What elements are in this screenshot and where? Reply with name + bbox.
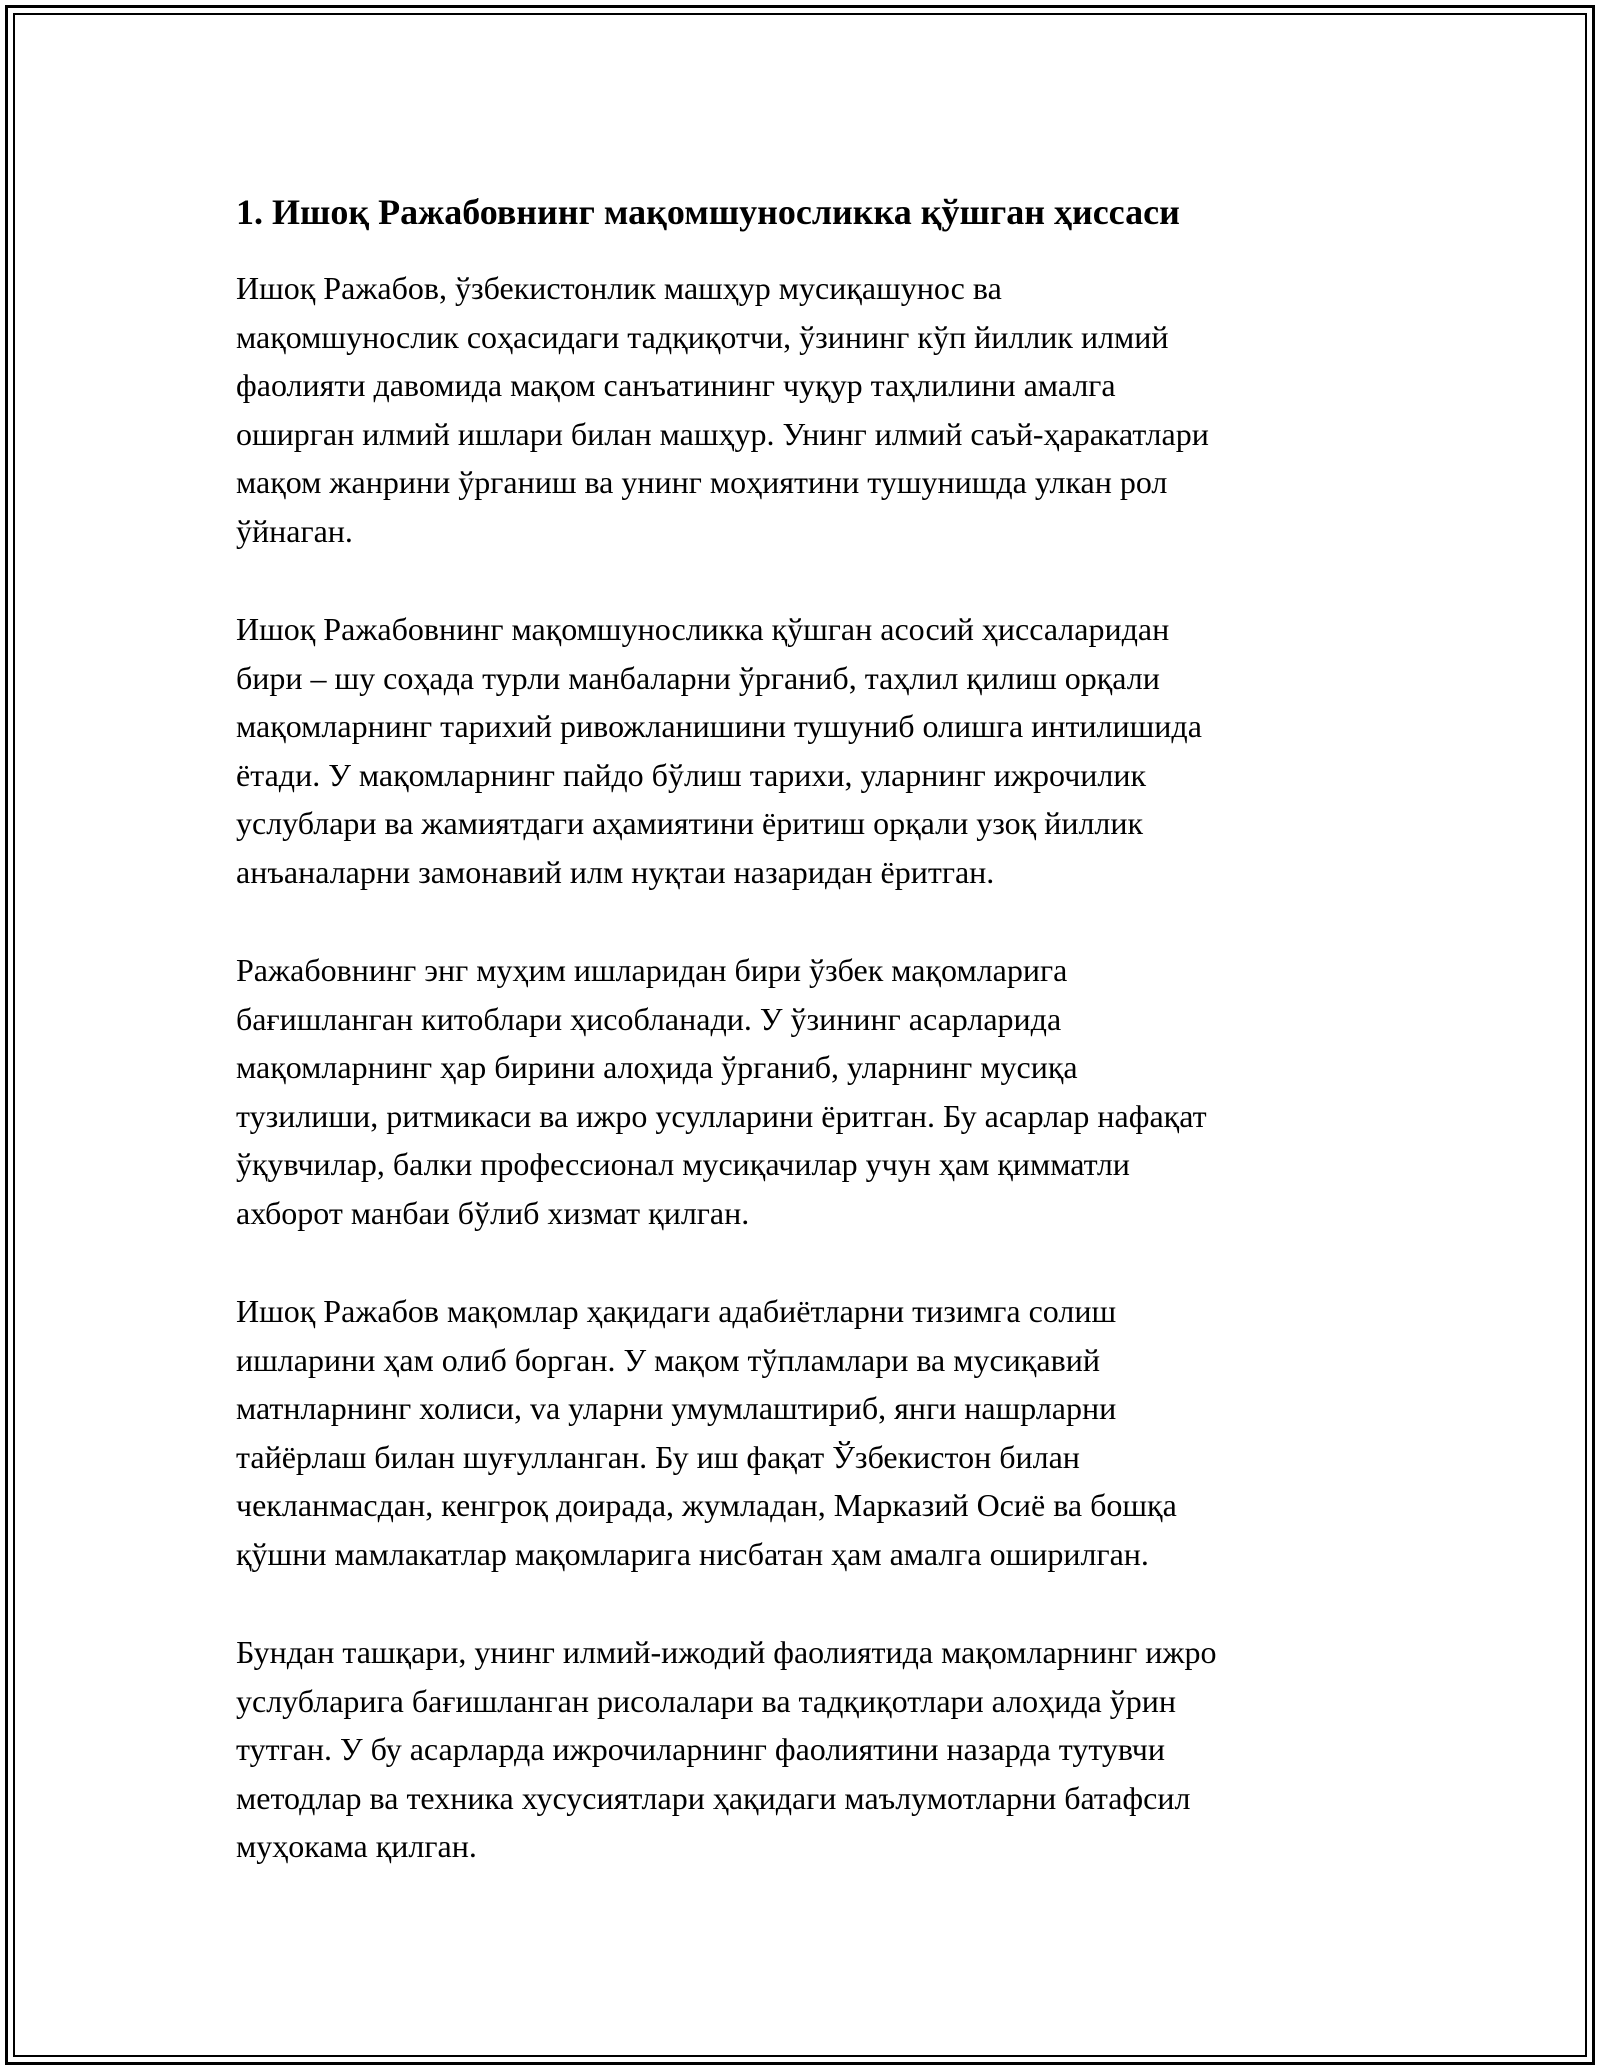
text-line: ахборот манбаи бўлиб хизмат қилган. [236, 1194, 750, 1231]
text-line: мақом жанрини ўрганиш ва унинг моҳиятини тушунишда улкан рол [236, 464, 1168, 500]
text-line: Ражабовнинг энг муҳим ишларидан бири ўзбек мақомларига [236, 952, 1068, 988]
text-line: тайёрлаш билан шуғулланган. Бу иш фақат Ўзбекистон билан [236, 1438, 1080, 1475]
paragraph-5 [236, 1628, 1376, 1871]
text-line: бири – шу соҳада турли манбаларни ўрганиб, таҳлил қилиш орқали [236, 659, 1160, 696]
text-line: ўйнаган. [236, 512, 353, 549]
text-line: ётади. У мақомларнинг пайдо бўлиш тарихи, уларнинг ижрочилик [236, 756, 1147, 793]
text-line: Ишоқ Ражабов мақомлар ҳақидаги адабиётларни тизимга солиш [236, 1293, 1117, 1329]
text-line: Бундан ташқари, унинг илмий-ижодий фаолиятида мақомларнинг ижро [236, 1634, 1217, 1670]
text-line: услубларига бағишланган рисолалари ва тадқиқотлари алоҳида ўрин [236, 1682, 1176, 1719]
text-line: анъаналарни замонавий илм нуқтаи назаридан ёритган. [236, 853, 995, 890]
paragraph-4 [236, 1287, 1376, 1578]
text-line: Ишоқ Ражабов, ўзбекистонлик машҳур мусиқашунос ва [236, 270, 1002, 306]
text-line: мақомларнинг ҳар бирини алоҳида ўрганиб, уларнинг мусиқа [236, 1049, 1078, 1085]
text-line: чекланмасдан, кенгроқ доирада, жумладан, Марказий Осиё ва бошқа [236, 1487, 1177, 1523]
text-line: Ишоқ Ражабовнинг мақомшуносликка қўшган асосий ҳиссаларидан [236, 611, 1170, 647]
text-line: ишларини ҳам олиб борган. У мақом тўпламлари ва мусиқавий [236, 1341, 1100, 1378]
text-line: ўқувчилар, балки профессионал мусиқачилар учун ҳам қимматли [236, 1146, 1130, 1182]
text-line: тутган. У бу асарларда ижрочиларнинг фаолиятини назарда тутувчи [236, 1731, 1165, 1767]
text-line: мақомшунослик соҳасидаги тадқиқотчи, ўзининг кўп йиллик илмий [236, 318, 1169, 355]
text-line: методлар ва техника хусусиятлари ҳақидаги маълумотларни батафсил [236, 1779, 1191, 1816]
text-line: бағишланган китоблари ҳисобланади. У ўзининг асарларида [236, 1000, 1062, 1037]
text-line: услублари ва жамиятдаги аҳамиятини ёритиш орқали узоқ йиллик [236, 805, 1144, 841]
document-body [236, 188, 1376, 1921]
text-line: фаолияти давомида мақом санъатининг чуқур таҳлилини амалга [236, 367, 1116, 403]
text-line: тузилиши, ритмикаси ва ижро усулларини ёритган. Бу асарлар нафақат [236, 1097, 1207, 1134]
text-line: оширган илмий ишлари билан машҳур. Унинг илмий саъй-ҳаракатлари [236, 415, 1209, 452]
text-line: мақомларнинг тарихий ривожланишини тушуниб олишга интилишида [236, 708, 1202, 744]
text-line: қўшни мамлакатлар мақомларига нисбатан ҳам амалга оширилган. [236, 1535, 1149, 1572]
paragraph-3 [236, 946, 1376, 1237]
paragraph-2 [236, 605, 1376, 896]
section-heading: 1. Ишоқ Ражабовнинг мақомшуносликка қўшган ҳиссаси [236, 192, 1180, 232]
text-line: матнларнинг холиси, vа уларни умумлаштириб, янги нашрларни [236, 1390, 1117, 1426]
text-line: муҳокама қилган. [236, 1828, 477, 1864]
paragraph-1 [236, 264, 1376, 555]
